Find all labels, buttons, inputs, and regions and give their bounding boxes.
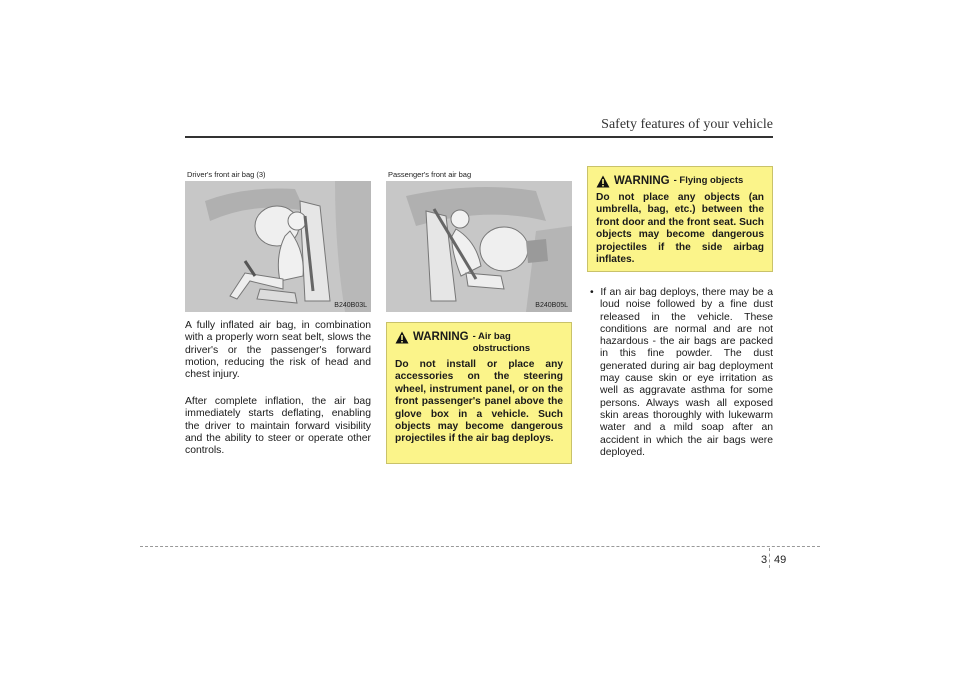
figure-caption-driver: Driver's front air bag (3) bbox=[187, 170, 266, 179]
warning-subtitle: - Air bag obstructions bbox=[472, 331, 531, 354]
warning-label: WARNING bbox=[413, 331, 469, 343]
header-divider bbox=[185, 136, 773, 138]
figure-code-driver: B240B03L bbox=[334, 302, 367, 309]
warning-heading bbox=[395, 331, 563, 355]
warning-subtitle: - Flying objects bbox=[673, 175, 744, 186]
list-item: • If an air bag deploys, there may be a loud noise followed by a fine dust released in the vehicle. These conditions are normal and are not hazardous - the air bags are packed in this fine powder. The dust generated during air bag deployment may cause skin or eye irritation as well as aggravate asthma for some persons. Always wash all exposed skin areas thoroughly with lukewarm water and a mild soap after an accident in which the air bags were deployed. bbox=[590, 287, 773, 458]
warning-box-airbag-obstructions bbox=[386, 322, 572, 464]
figure-code-passenger: B240B05L bbox=[535, 302, 568, 309]
airbag-function-paragraph: A fully inflated air bag, in combination with a properly worn seat belt, slows the driver's or the passenger's forward motion, reducing the risk of head and chest injury. bbox=[185, 320, 371, 381]
driver-airbag-drawing bbox=[185, 181, 371, 312]
page-number-separator bbox=[769, 548, 770, 568]
warning-body-text: Do not place any objects (an umbrella, bag, etc.) between the front door and the front seat. Such objects may become dangerous projectiles if the side airbag inflates. bbox=[596, 192, 764, 266]
warning-heading bbox=[596, 175, 764, 188]
bullet-text: If an air bag deploys, there may be a loud noise followed by a fine dust released in the vehicle. These conditions are normal and are not hazardous - the air bags are packed in this fine powder. The dust generated during air bag deployment may cause skin or eye irritation as well as aggravate asthma for some persons. Always wash all exposed skin areas thoroughly with lukewarm water and a mild soap after an accident in which the air bags were deployed. bbox=[600, 287, 773, 458]
page-number: 49 bbox=[774, 554, 787, 566]
driver-airbag-illustration bbox=[185, 181, 371, 312]
airbag-deployment-bullets bbox=[590, 287, 773, 459]
figure-caption-passenger: Passenger's front air bag bbox=[388, 170, 472, 179]
chapter-number: 3 bbox=[761, 554, 768, 566]
footer-divider bbox=[140, 546, 820, 547]
warning-body-text: Do not install or place any accessories on the steering wheel, instrument panel, or on the front passenger's panel above the glove box in a vehicle. Such objects may become dangerous projectiles if the air bag deploys. bbox=[395, 359, 563, 445]
passenger-airbag-illustration bbox=[386, 181, 572, 312]
warning-triangle-icon bbox=[395, 331, 409, 344]
page-header-title: Safety features of your vehicle bbox=[601, 117, 773, 132]
warning-box-flying-objects bbox=[587, 166, 773, 272]
passenger-airbag-drawing bbox=[386, 181, 572, 312]
airbag-deflation-paragraph: After complete inflation, the air bag immediately starts deflating, enabling the driver to maintain forward visibility and the ability to steer or operate other controls. bbox=[185, 396, 371, 457]
warning-triangle-icon bbox=[596, 175, 610, 188]
warning-label: WARNING bbox=[614, 175, 670, 187]
